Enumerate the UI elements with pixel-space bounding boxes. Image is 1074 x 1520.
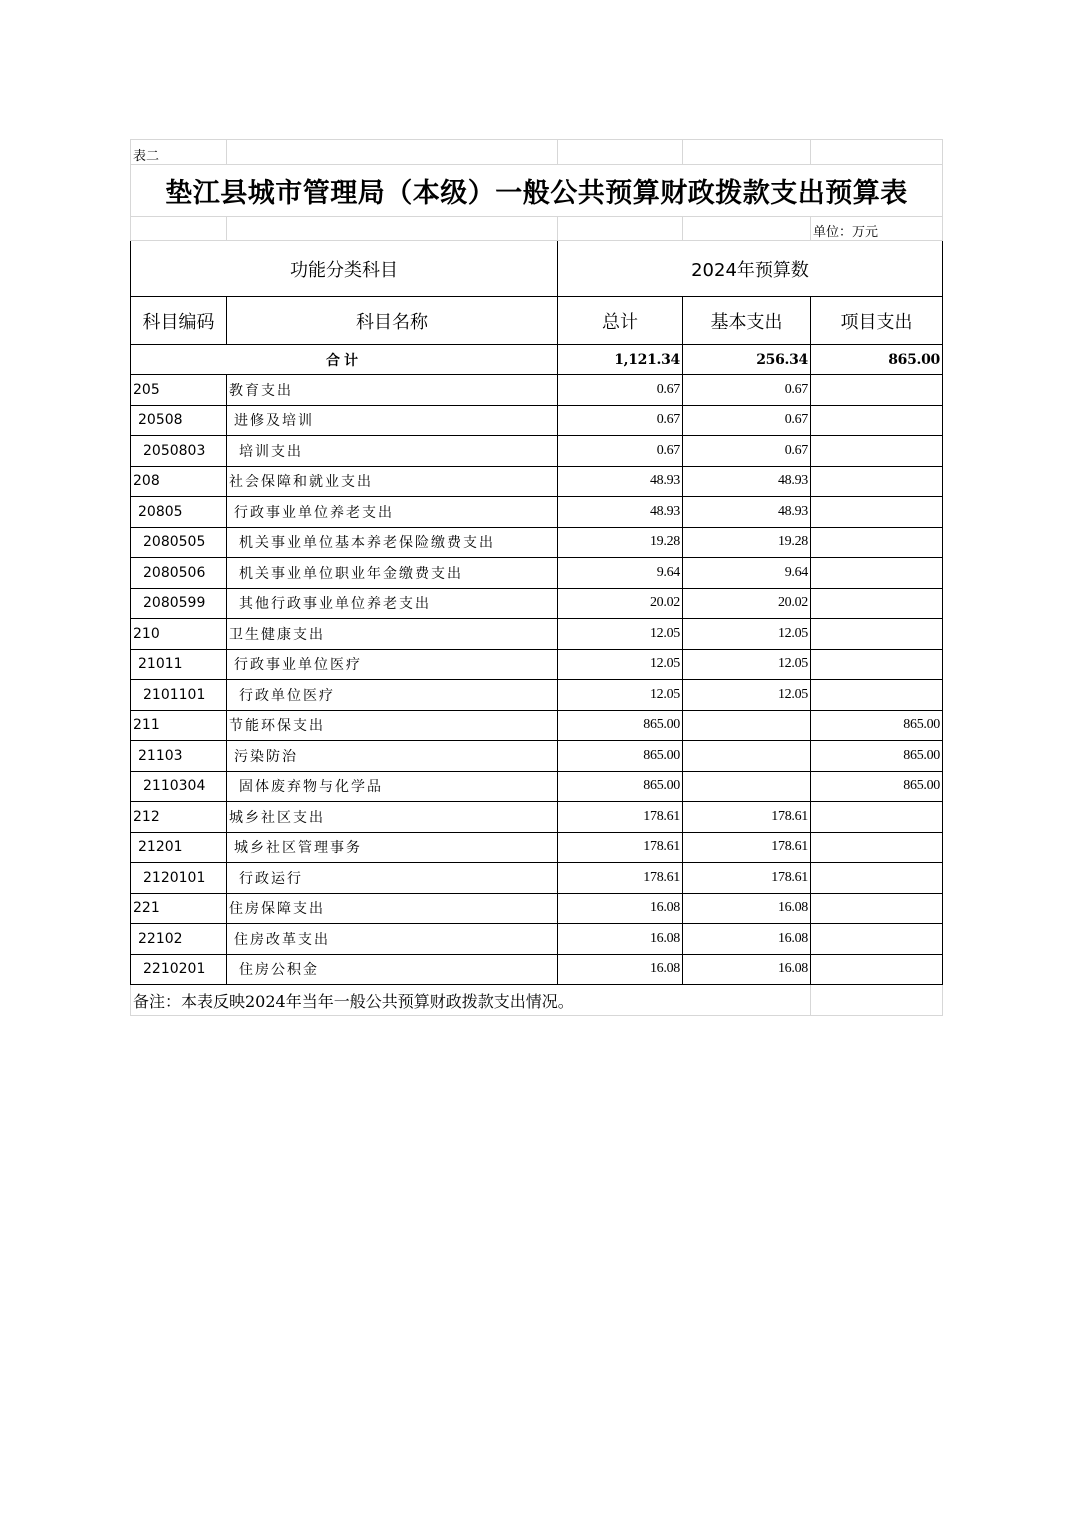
row-basic: 9.64 <box>683 558 811 589</box>
table-title: 垫江县城市管理局（本级）一般公共预算财政拨款支出预算表 <box>131 165 943 217</box>
row-code: 221 <box>131 893 227 924</box>
row-name: 固体废弃物与化学品 <box>227 771 558 802</box>
row-total: 48.93 <box>558 497 683 528</box>
row-total: 16.08 <box>558 954 683 985</box>
row-total: 0.67 <box>558 375 683 406</box>
table-row <box>131 893 943 924</box>
row-total: 865.00 <box>558 710 683 741</box>
row-basic: 12.05 <box>683 649 811 680</box>
row-code: 2110304 <box>131 771 227 802</box>
row-code: 2120101 <box>131 863 227 894</box>
row-basic: 16.08 <box>683 954 811 985</box>
row-total: 178.61 <box>558 863 683 894</box>
row-basic: 0.67 <box>683 405 811 436</box>
row-total: 178.61 <box>558 802 683 833</box>
header-basic: 基本支出 <box>683 297 811 345</box>
row-basic: 20.02 <box>683 588 811 619</box>
row-project <box>811 375 943 406</box>
row-code: 212 <box>131 802 227 833</box>
table-row <box>131 863 943 894</box>
total-label: 合计 <box>131 345 558 375</box>
row-basic: 12.05 <box>683 680 811 711</box>
total-project: 865.00 <box>811 345 943 375</box>
row-name: 社会保障和就业支出 <box>227 466 558 497</box>
row-code: 21011 <box>131 649 227 680</box>
header-budget-year: 2024年预算数 <box>558 241 943 297</box>
row-project <box>811 954 943 985</box>
row-code: 20508 <box>131 405 227 436</box>
row-name: 机关事业单位基本养老保险缴费支出 <box>227 527 558 558</box>
table-row <box>131 466 943 497</box>
row-basic: 0.67 <box>683 436 811 467</box>
row-code: 211 <box>131 710 227 741</box>
row-total: 865.00 <box>558 741 683 772</box>
row-total: 0.67 <box>558 405 683 436</box>
row-basic: 19.28 <box>683 527 811 558</box>
row-name: 住房保障支出 <box>227 893 558 924</box>
row-name: 教育支出 <box>227 375 558 406</box>
row-code: 22102 <box>131 924 227 955</box>
row-project <box>811 405 943 436</box>
row-code: 2080599 <box>131 588 227 619</box>
row-code: 2080505 <box>131 527 227 558</box>
row-total: 19.28 <box>558 527 683 558</box>
table-row <box>131 497 943 528</box>
row-project <box>811 802 943 833</box>
row-name: 城乡社区支出 <box>227 802 558 833</box>
row-basic: 178.61 <box>683 863 811 894</box>
row-code: 2050803 <box>131 436 227 467</box>
row-name: 卫生健康支出 <box>227 619 558 650</box>
row-total: 12.05 <box>558 680 683 711</box>
row-name: 其他行政事业单位养老支出 <box>227 588 558 619</box>
table-note: 备注：本表反映2024年当年一般公共预算财政拨款支出情况。 <box>131 985 811 1016</box>
row-code: 21201 <box>131 832 227 863</box>
row-name: 行政运行 <box>227 863 558 894</box>
row-name: 住房公积金 <box>227 954 558 985</box>
row-basic: 0.67 <box>683 375 811 406</box>
row-basic <box>683 771 811 802</box>
table-row <box>131 771 943 802</box>
row-name: 污染防治 <box>227 741 558 772</box>
total-sum: 1,121.34 <box>558 345 683 375</box>
row-name: 行政事业单位医疗 <box>227 649 558 680</box>
table-row <box>131 802 943 833</box>
row-project <box>811 527 943 558</box>
header-function-category: 功能分类科目 <box>131 241 558 297</box>
table-row <box>131 954 943 985</box>
row-basic: 16.08 <box>683 893 811 924</box>
budget-table <box>130 139 943 1016</box>
row-code: 2101101 <box>131 680 227 711</box>
row-project: 865.00 <box>811 741 943 772</box>
row-project <box>811 893 943 924</box>
row-name: 节能环保支出 <box>227 710 558 741</box>
table-label: 表二 <box>131 140 227 165</box>
table-row <box>131 405 943 436</box>
header-project: 项目支出 <box>811 297 943 345</box>
table-row <box>131 619 943 650</box>
table-row <box>131 649 943 680</box>
header-name: 科目名称 <box>227 297 558 345</box>
row-total: 16.08 <box>558 893 683 924</box>
row-code: 2080506 <box>131 558 227 589</box>
table-row <box>131 710 943 741</box>
row-total: 16.08 <box>558 924 683 955</box>
row-name: 城乡社区管理事务 <box>227 832 558 863</box>
row-name: 进修及培训 <box>227 405 558 436</box>
row-total: 9.64 <box>558 558 683 589</box>
table-row <box>131 558 943 589</box>
row-basic: 12.05 <box>683 619 811 650</box>
row-name: 机关事业单位职业年金缴费支出 <box>227 558 558 589</box>
row-name: 住房改革支出 <box>227 924 558 955</box>
row-project <box>811 558 943 589</box>
row-basic <box>683 741 811 772</box>
table-row <box>131 832 943 863</box>
row-code: 20805 <box>131 497 227 528</box>
row-project <box>811 924 943 955</box>
row-project: 865.00 <box>811 710 943 741</box>
table-row <box>131 924 943 955</box>
header-total: 总计 <box>558 297 683 345</box>
row-name: 行政事业单位养老支出 <box>227 497 558 528</box>
row-code: 208 <box>131 466 227 497</box>
row-basic: 178.61 <box>683 802 811 833</box>
row-name: 培训支出 <box>227 436 558 467</box>
row-project <box>811 680 943 711</box>
row-total: 0.67 <box>558 436 683 467</box>
row-basic: 178.61 <box>683 832 811 863</box>
row-basic: 48.93 <box>683 466 811 497</box>
row-total: 12.05 <box>558 649 683 680</box>
row-total: 48.93 <box>558 466 683 497</box>
row-project <box>811 588 943 619</box>
table-row <box>131 680 943 711</box>
row-total: 20.02 <box>558 588 683 619</box>
row-project <box>811 649 943 680</box>
budget-sheet <box>130 139 942 1016</box>
total-basic: 256.34 <box>683 345 811 375</box>
table-row <box>131 527 943 558</box>
row-basic: 16.08 <box>683 924 811 955</box>
row-code: 205 <box>131 375 227 406</box>
row-project <box>811 497 943 528</box>
row-code: 21103 <box>131 741 227 772</box>
row-basic: 48.93 <box>683 497 811 528</box>
table-row <box>131 741 943 772</box>
row-project <box>811 619 943 650</box>
row-total: 178.61 <box>558 832 683 863</box>
row-project: 865.00 <box>811 771 943 802</box>
row-basic <box>683 710 811 741</box>
row-project <box>811 832 943 863</box>
row-project <box>811 863 943 894</box>
row-total: 12.05 <box>558 619 683 650</box>
total-row <box>131 345 943 375</box>
table-row <box>131 375 943 406</box>
table-row <box>131 588 943 619</box>
row-code: 210 <box>131 619 227 650</box>
header-code: 科目编码 <box>131 297 227 345</box>
row-name: 行政单位医疗 <box>227 680 558 711</box>
row-project <box>811 436 943 467</box>
row-code: 2210201 <box>131 954 227 985</box>
row-total: 865.00 <box>558 771 683 802</box>
row-project <box>811 466 943 497</box>
unit-label: 单位：万元 <box>811 217 943 241</box>
table-row <box>131 436 943 467</box>
